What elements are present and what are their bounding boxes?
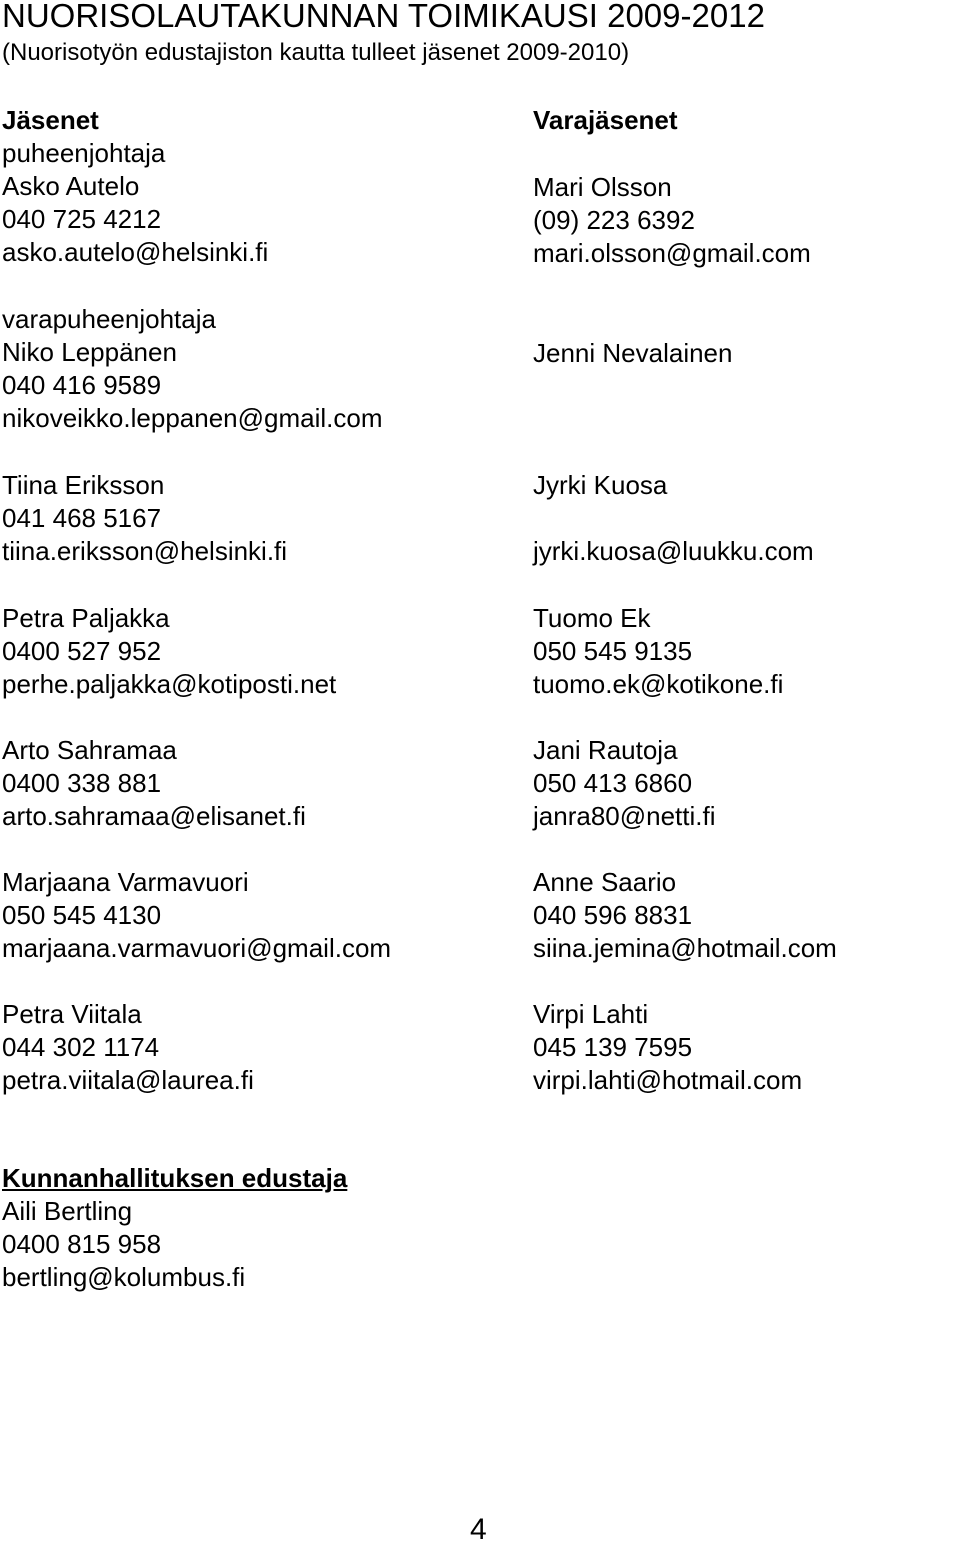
deputy-name: Tuomo Ek [533, 603, 651, 633]
deputy-email: tuomo.ek@kotikone.fi [533, 669, 784, 699]
page-subtitle: (Nuorisotyön edustajiston kautta tulleet jäsenet 2009-2010) [2, 39, 630, 66]
members-heading: Jäsenet [2, 105, 99, 135]
member-phone: 0400 527 952 [2, 636, 162, 666]
page-title: NUORISOLAUTAKUNNAN TOIMIKAUSI 2009-2012 [2, 0, 765, 34]
deputy-entry [533, 337, 732, 370]
member-entry [2, 734, 306, 833]
member-name: Asko Autelo [2, 171, 140, 201]
page-number: 4 [470, 1513, 487, 1546]
member-vice-chair [2, 303, 382, 435]
deputy-phone: 040 596 8831 [533, 900, 693, 930]
council-rep-entry [2, 1195, 245, 1294]
member-name: Niko Leppänen [2, 337, 177, 367]
member-chair [2, 137, 268, 269]
deputy-entry [533, 469, 814, 568]
member-role: puheenjohtaja [2, 138, 166, 168]
member-role: varapuheenjohtaja [2, 304, 216, 334]
member-phone: 040 725 4212 [2, 204, 162, 234]
member-phone: 041 468 5167 [2, 503, 162, 533]
deputy-entry [533, 866, 837, 965]
member-entry [2, 469, 287, 568]
deputy-phone: 050 413 6860 [533, 768, 693, 798]
deputy-entry [533, 171, 811, 270]
member-email: perhe.paljakka@kotiposti.net [2, 669, 337, 699]
deputy-email: jyrki.kuosa@luukku.com [533, 536, 814, 566]
deputy-email: virpi.lahti@hotmail.com [533, 1065, 803, 1095]
deputy-phone-empty [533, 502, 814, 535]
member-name: Marjaana Varmavuori [2, 867, 249, 897]
member-email: petra.viitala@laurea.fi [2, 1065, 254, 1095]
member-email: nikoveikko.leppanen@gmail.com [2, 403, 383, 433]
deputy-phone: 045 139 7595 [533, 1032, 693, 1062]
deputy-entry [533, 998, 802, 1097]
deputies-heading: Varajäsenet [533, 105, 678, 135]
deputy-name: Anne Saario [533, 867, 677, 897]
deputy-phone: 050 545 9135 [533, 636, 693, 666]
member-email: tiina.eriksson@helsinki.fi [2, 536, 288, 566]
member-phone: 050 545 4130 [2, 900, 162, 930]
deputy-entry [533, 602, 783, 701]
deputy-email: siina.jemina@hotmail.com [533, 933, 837, 963]
council-rep-email: bertling@kolumbus.fi [2, 1262, 246, 1292]
member-email: marjaana.varmavuori@gmail.com [2, 933, 392, 963]
member-entry [2, 866, 391, 965]
deputy-name: Jyrki Kuosa [533, 470, 668, 500]
member-phone: 0400 338 881 [2, 768, 162, 798]
deputy-email: janra80@netti.fi [533, 801, 716, 831]
member-email: arto.sahramaa@elisanet.fi [2, 801, 306, 831]
deputy-name: Jenni Nevalainen [533, 338, 733, 368]
deputy-phone: (09) 223 6392 [533, 205, 695, 235]
council-rep-phone: 0400 815 958 [2, 1229, 162, 1259]
member-name: Arto Sahramaa [2, 735, 177, 765]
council-rep-name: Aili Bertling [2, 1196, 133, 1226]
deputy-name: Jani Rautoja [533, 735, 678, 765]
council-rep-heading: Kunnanhallituksen edustaja [2, 1163, 348, 1193]
member-entry [2, 602, 336, 701]
member-entry [2, 998, 254, 1097]
deputy-email: mari.olsson@gmail.com [533, 238, 811, 268]
deputy-entry [533, 734, 716, 833]
deputy-name: Virpi Lahti [533, 999, 649, 1029]
member-email: asko.autelo@helsinki.fi [2, 237, 269, 267]
deputy-name: Mari Olsson [533, 172, 672, 202]
member-name: Petra Viitala [2, 999, 142, 1029]
member-phone: 044 302 1174 [2, 1032, 160, 1062]
member-name: Tiina Eriksson [2, 470, 165, 500]
member-phone: 040 416 9589 [2, 370, 162, 400]
member-name: Petra Paljakka [2, 603, 170, 633]
